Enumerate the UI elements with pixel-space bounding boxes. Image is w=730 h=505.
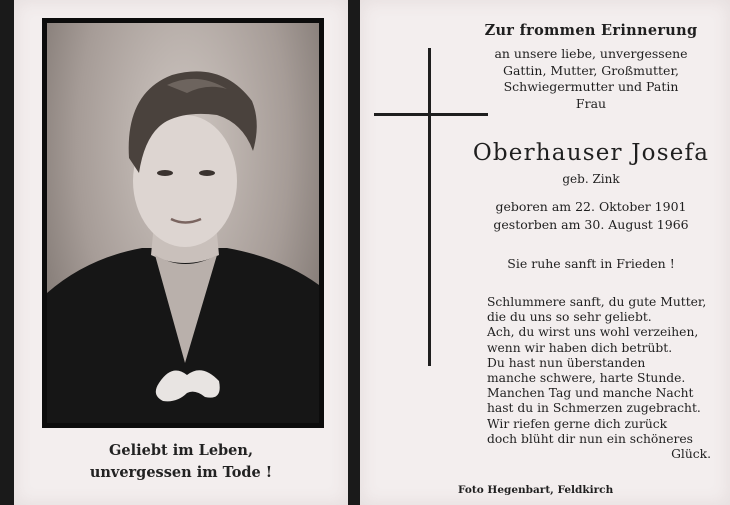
memorial-heading: Zur frommen Erinnerung (484, 22, 698, 39)
poem-line: hast du in Schmerzen zugebracht. (487, 401, 701, 416)
poem-line: Du hast nun überstanden (487, 355, 646, 370)
rest-in-peace-line: Sie ruhe sanft in Frieden ! (507, 256, 675, 271)
poem-line: Schlummere sanft, du gute Mutter, (487, 295, 707, 309)
memorial-card-left (14, 0, 348, 505)
dedication-line: an unsere liebe, unvergessene (494, 46, 688, 61)
maiden-name: geb. Zink (562, 172, 620, 186)
poem-line: die du uns so sehr geliebt. (487, 310, 652, 325)
poem-line: Manchen Tag und manche Nacht (487, 386, 694, 401)
portrait-frame (42, 18, 324, 428)
poem-line: Wir riefen gerne dich zurück (487, 416, 668, 431)
poem-line: doch blüht dir nun ein schöneres (487, 431, 693, 446)
portrait-illustration (47, 23, 319, 423)
life-dates (460, 198, 722, 233)
death-date: gestorben am 30. August 1966 (493, 216, 689, 232)
cross-icon-vertical (428, 48, 431, 366)
dedication-text (460, 46, 722, 112)
memorial-caption (14, 440, 348, 484)
dedication-line: Gattin, Mutter, Großmutter, (502, 62, 680, 78)
caption-line: Geliebt im Leben, (108, 442, 253, 459)
memorial-card-right (360, 0, 730, 505)
poem-line: Glück. (671, 447, 711, 462)
poem-line: manche schwere, harte Stunde. (487, 371, 686, 386)
dedication-line: Schwiegermutter und Patin (503, 79, 679, 94)
poem-line: wenn wir haben dich betrübt. (487, 340, 673, 355)
dedication-line: Frau (575, 95, 607, 111)
portrait-photo (47, 23, 319, 423)
memorial-poem (487, 295, 711, 462)
cross-icon-horizontal (374, 113, 488, 116)
deceased-name: Oberhauser Josefa (472, 140, 710, 166)
birth-date: geboren am 22. Oktober 1901 (495, 199, 687, 214)
photographer-credit: Foto Hegenbart, Feldkirch (458, 484, 614, 496)
poem-line: Ach, du wirst uns wohl verzeihen, (487, 325, 699, 340)
caption-line: unvergessen im Tode ! (89, 464, 273, 481)
